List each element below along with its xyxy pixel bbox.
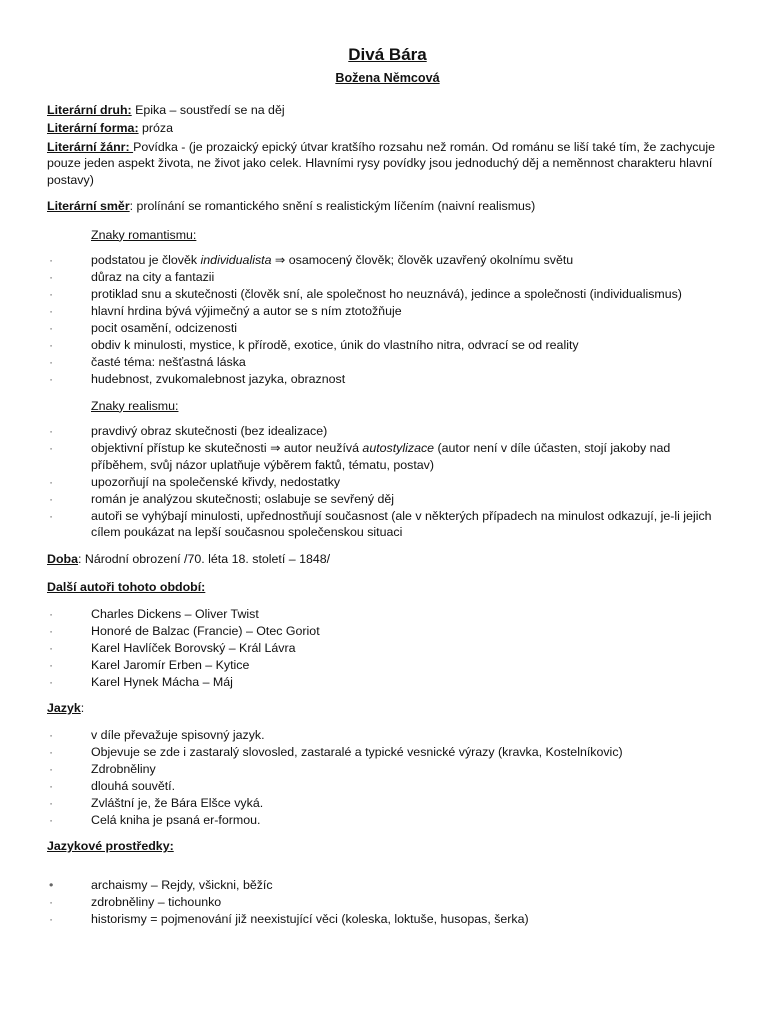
language-colon: : <box>80 701 85 715</box>
list-item-text: Zvláštní je, že Bára Elšce vyká. <box>91 795 264 810</box>
language-means-list <box>49 877 728 928</box>
document-author: Božena Němcová <box>335 71 440 85</box>
list-item-text: Celá kniha je psaná er-formou. <box>91 812 261 827</box>
period-label: Doba <box>47 551 78 566</box>
list-item <box>49 795 728 812</box>
bullet-icon: · <box>49 640 54 655</box>
list-item-text: zdrobněliny – tichounko <box>91 894 222 909</box>
list-item <box>49 286 728 303</box>
bullet-icon: · <box>49 424 54 438</box>
literary-genre <box>47 139 728 189</box>
bullet-icon: · <box>49 304 54 318</box>
bullet-icon: · <box>49 727 54 742</box>
bullet-icon: · <box>49 287 54 301</box>
bullet-icon: · <box>49 355 54 369</box>
list-item-text: obdiv k minulosti, mystice, k přírodě, exotice, únik do vlastního nitra, odvrací se od reality <box>91 338 579 352</box>
list-item-text: pravdivý obraz skutečnosti (bez idealizace) <box>91 424 328 438</box>
list-item <box>49 354 728 371</box>
list-item <box>49 423 728 440</box>
list-item-text: hlavní hrdina bývá výjimečný a autor se s ním ztotožňuje <box>91 304 402 318</box>
bullet-icon: · <box>49 508 54 523</box>
romanticism-heading: Znaky romantismu: <box>91 227 197 242</box>
literary-movement <box>47 198 728 215</box>
bullet-icon: · <box>49 744 54 759</box>
bullet-icon: · <box>49 911 54 926</box>
list-item <box>49 640 728 657</box>
list-item <box>49 474 728 491</box>
literary-movement-label: Literární směr <box>47 199 130 213</box>
period <box>47 551 728 568</box>
period-text: : Národní obrození /70. léta 18. století – 1848/ <box>77 551 331 566</box>
list-item <box>49 508 728 541</box>
list-item-text: ⇒ osamocený člověk; člověk uzavřený okolnímu světu <box>271 253 574 267</box>
bullet-icon: · <box>49 372 54 386</box>
list-item <box>49 440 728 473</box>
document-title: Divá Bára <box>348 45 427 64</box>
list-item-text: dlouhá souvětí. <box>91 778 176 793</box>
list-item-text: podstatou je člověk <box>91 253 201 267</box>
bullet-icon: · <box>49 441 54 455</box>
list-item-emphasis: autostylizace <box>362 441 435 455</box>
bullet-icon: · <box>49 812 54 827</box>
list-item-text: Charles Dickens – Oliver Twist <box>91 606 259 621</box>
list-item <box>49 303 728 320</box>
list-item-text: důraz na city a fantazii <box>91 270 215 284</box>
language-label: Jazyk <box>47 701 81 715</box>
language-list <box>49 727 728 829</box>
bullet-icon: · <box>49 761 54 776</box>
list-item <box>49 727 728 744</box>
bullet-icon: · <box>49 338 54 352</box>
list-item <box>49 911 728 928</box>
realism-heading: Znaky realismu: <box>91 398 179 413</box>
list-item <box>49 320 728 337</box>
list-item-text: Karel Hynek Mácha – Máj <box>91 674 233 689</box>
bullet-icon: · <box>49 253 54 267</box>
literary-kind-text: Epika – soustředí se na děj <box>131 102 285 117</box>
bullet-icon: · <box>49 657 54 672</box>
bullet-icon: · <box>49 321 54 335</box>
list-item <box>49 606 728 623</box>
list-item <box>49 674 728 691</box>
literary-genre-label: Literární žánr: <box>47 139 134 154</box>
bullet-icon: • <box>49 877 54 892</box>
list-item-text: román je analýzou skutečnosti; oslabuje se sevřený děj <box>91 491 395 506</box>
bullet-icon: · <box>49 795 54 810</box>
list-item-text: archaismy – Rejdy, všickni, běžíc <box>91 877 273 892</box>
list-item <box>49 657 728 674</box>
list-item <box>49 491 728 508</box>
language <box>47 700 728 717</box>
literary-genre-text: Povídka - (je prozaický epický útvar kratšího rozsahu než román. Od románu se liší také tím, že zachycuje pouze jeden aspekt života, ne život jako celek. Hlavními rysy povídky jsou jednoduchý děj a neměnnost charakteru hlavní postavy) <box>47 139 715 187</box>
list-item <box>49 269 728 286</box>
bullet-icon: · <box>49 623 54 638</box>
list-item-text: Objevuje se zde i zastaralý slovosled, zastaralé a typické vesnické výrazy (kravka, Kostelníkovic) <box>91 744 623 759</box>
list-item-text: protiklad snu a skutečnosti (člověk sní, ale společnost ho neuznává), jedince a společnosti (individualismus) <box>91 287 682 301</box>
list-item-text: upozorňují na společenské křivdy, nedostatky <box>91 474 341 489</box>
bullet-icon: · <box>49 778 54 793</box>
romanticism-list <box>49 252 728 388</box>
list-item-text: (autor není v díle účasten, stojí jakoby nad příběhem, svůj názor uplatňuje výběrem faktů, tématu, postav) <box>91 441 671 472</box>
realism-list <box>49 423 728 541</box>
list-item-emphasis: individualista <box>200 253 272 267</box>
bullet-icon: · <box>49 674 54 689</box>
list-item <box>49 252 728 269</box>
bullet-icon: · <box>49 270 54 284</box>
literary-kind-label: Literární druh: <box>47 102 132 117</box>
bullet-icon: · <box>49 606 54 621</box>
list-item-text: Karel Jaromír Erben – Kytice <box>91 657 250 672</box>
list-item-text: Honoré de Balzac (Francie) – Otec Goriot <box>91 623 320 638</box>
authors-list <box>49 606 728 691</box>
list-item <box>49 337 728 354</box>
bullet-icon: · <box>49 474 54 489</box>
list-item-text: historismy = pojmenování již neexistující věci (koleska, loktuše, husopas, šerka) <box>91 911 529 926</box>
list-item <box>49 894 728 911</box>
literary-movement-text: : prolínání se romantického snění s realistickým líčením (naivní realismus) <box>129 199 536 213</box>
list-item-text: pocit osamění, odcizenosti <box>91 321 238 335</box>
list-item-text: Karel Havlíček Borovský – Král Lávra <box>91 640 296 655</box>
literary-form-text: próza <box>138 121 174 135</box>
bullet-icon: · <box>49 894 54 909</box>
list-item-text: Zdrobněliny <box>91 761 156 776</box>
literary-form-label: Literární forma: <box>47 121 139 135</box>
authors-heading: Další autoři tohoto období: <box>47 580 206 594</box>
list-item-text: autoři se vyhýbají minulosti, upřednostňují současnost (ale v některých případech na minulost odkazují, je-li jejich cílem poukázat na lepší současnou společenskou situaci <box>91 508 712 539</box>
list-item <box>49 812 728 829</box>
list-item-text: hudebnost, zvukomalebnost jazyka, obraznost <box>91 372 346 386</box>
list-item-text: časté téma: nešťastná láska <box>91 355 246 369</box>
list-item <box>49 623 728 640</box>
list-item <box>49 744 728 761</box>
bullet-icon: · <box>49 491 54 506</box>
literary-form <box>47 120 728 137</box>
list-item-text: objektivní přístup ke skutečnosti ⇒ autor neužívá <box>91 441 363 455</box>
list-item <box>49 877 728 894</box>
list-item <box>49 761 728 778</box>
language-means-heading: Jazykové prostředky: <box>47 839 174 853</box>
list-item <box>49 371 728 388</box>
literary-kind <box>47 102 728 119</box>
list-item <box>49 778 728 795</box>
list-item-text: v díle převažuje spisovný jazyk. <box>91 727 265 742</box>
